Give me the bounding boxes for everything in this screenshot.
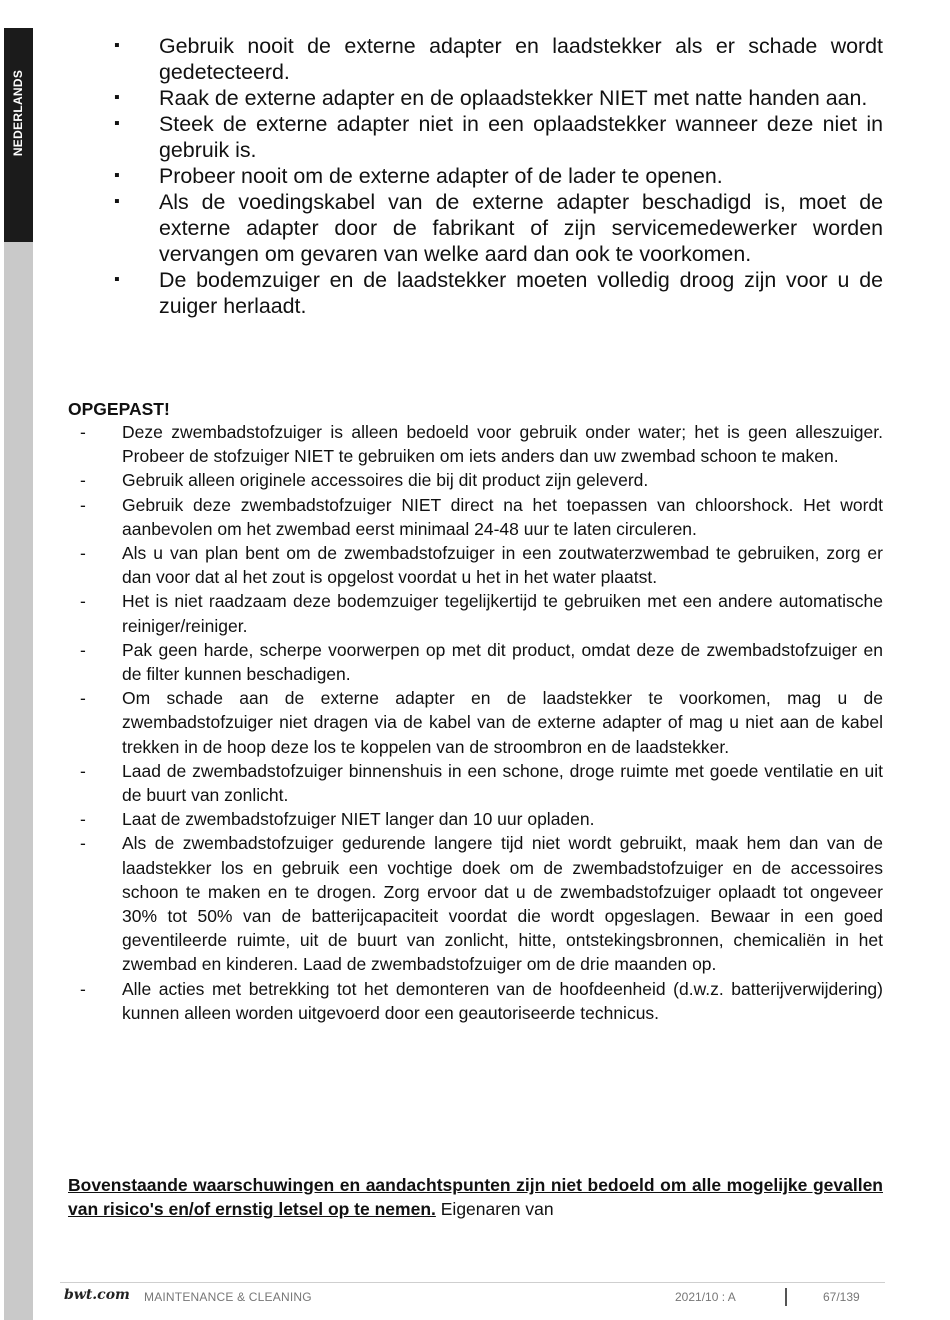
dash-marker: -: [80, 978, 86, 999]
bullet-marker: ▪: [114, 89, 120, 106]
warning-text: Het is niet raadzaam deze bodemzuiger tegelijkertijd te gebruiken met een andere automatische reiniger/reiniger.: [122, 591, 883, 636]
dash-marker: -: [80, 809, 86, 830]
closing-rest: Eigenaren van: [435, 1199, 554, 1220]
safety-bullet-list: [110, 33, 883, 319]
bullet-item: [110, 85, 883, 111]
bullet-text: De bodemzuiger en de laadstekker moeten volledig droog zijn voor u de zuiger herlaadt.: [159, 268, 883, 318]
brand-logo: bwt.com: [64, 1287, 130, 1303]
warning-text: Deze zwembadstofzuiger is alleen bedoeld voor gebruik onder water; het is geen alleszuiger. Probeer de stofzuiger NIET te gebruiken om iets anders dan uw zwembad schoon te maken.: [122, 422, 883, 467]
warning-item: [68, 541, 883, 589]
footer-separator: [785, 1288, 787, 1306]
dash-marker: -: [80, 639, 86, 660]
warning-item: [68, 686, 883, 759]
warning-item: [68, 831, 883, 976]
dash-marker: -: [80, 470, 86, 491]
dash-marker: -: [80, 543, 86, 564]
bullet-item: [110, 267, 883, 319]
bullet-text: Als de voedingskabel van de externe adapter beschadigd is, moet de externe adapter door de fabrikant of zijn servicemedewerker worden vervangen om gevaren van welke aard dan ook te voorkomen.: [159, 190, 883, 266]
bullet-marker: ▪: [114, 271, 120, 288]
warning-item: [68, 759, 883, 807]
dash-marker: -: [80, 760, 86, 781]
dash-marker: -: [80, 833, 86, 854]
bullet-text: Probeer nooit om de externe adapter of de lader te openen.: [159, 164, 723, 188]
warning-text: Laad de zwembadstofzuiger binnenshuis in een schone, droge ruimte met goede ventilatie en uit de buurt van zonlicht.: [122, 760, 883, 806]
footer-revision: 2021/10 : A: [675, 1290, 736, 1304]
bullet-item: [110, 163, 883, 189]
closing-paragraph: [68, 1173, 883, 1221]
warning-item: [68, 589, 883, 637]
language-tab-label-wrap: [4, 28, 33, 198]
warning-text: Laat de zwembadstofzuiger NIET langer dan 10 uur opladen.: [122, 809, 595, 830]
warning-item: [68, 807, 883, 831]
warning-text: Alle acties met betrekking tot het demonteren van de hoofdeenheid (d.w.z. batterijverwijdering) kunnen alleen worden uitgevoerd door een geautoriseerde technicus.: [122, 978, 883, 1023]
dash-marker: -: [80, 591, 86, 612]
footer-section-title: MAINTENANCE & CLEANING: [144, 1290, 312, 1304]
page-footer: [60, 1288, 885, 1308]
warning-text: Om schade aan de externe adapter en de laadstekker te voorkomen, mag u de zwembadstofzuiger niet dragen via de kabel van de externe adapter of mag u niet aan de kabel trekken in de hoop deze los te koppelen van de stroombron en de laadstekker.: [122, 688, 883, 757]
dash-marker: -: [80, 688, 86, 709]
bullet-marker: ▪: [114, 193, 120, 210]
bullet-marker: ▪: [114, 37, 120, 54]
warning-item: [68, 468, 883, 492]
page-number: 67/139: [823, 1290, 860, 1304]
bullet-text: Raak de externe adapter en de oplaadstekker NIET met natte handen aan.: [159, 86, 868, 110]
closing-underlined: Bovenstaande waarschuwingen en aandachtspunten zijn niet bedoeld om alle mogelijke gevallen van risico's en/of ernstig letsel op te nemen.: [68, 1175, 883, 1220]
warning-text: Pak geen harde, scherpe voorwerpen op met dit product, omdat deze de zwembadstofzuiger en de filter kunnen beschadigen.: [122, 639, 883, 685]
warning-item: [68, 638, 883, 686]
bullet-marker: ▪: [114, 115, 120, 132]
bullet-marker: ▪: [114, 167, 120, 184]
warning-item: [68, 493, 883, 541]
warning-text: Gebruik deze zwembadstofzuiger NIET direct na het toepassen van chloorshock. Het wordt aanbevolen om het zwembad eerst minimaal 24-48 uur te laten circuleren.: [122, 494, 883, 539]
warning-heading: OPGEPAST!: [68, 399, 170, 419]
warning-text: Gebruik alleen originele accessoires die bij dit product zijn geleverd.: [122, 470, 649, 491]
dash-marker: -: [80, 494, 86, 515]
footer-divider: [60, 1282, 885, 1283]
warning-list: [68, 420, 883, 1025]
bullet-text: Steek de externe adapter niet in een oplaadstekker wanneer deze niet in gebruik is.: [159, 112, 883, 162]
language-tab-label: NEDERLANDS: [11, 69, 26, 157]
bullet-item: [110, 189, 883, 267]
warning-text: Als u van plan bent om de zwembadstofzuiger in een zoutwaterzwembad te gebruiken, zorg er dan voor dat al het zout is opgelost voordat u het in het water plaatst.: [122, 543, 883, 588]
warning-item: [68, 977, 883, 1025]
warning-text: Als de zwembadstofzuiger gedurende langere tijd niet wordt gebruikt, maak hem dan van de laadstekker los en gebruik een vochtige doek om de zwembadstofzuiger en de accessoires schoon te maken en te drogen. Zorg ervoor dat u de zwembadstofzuiger oplaadt tot ongeveer 30% tot 50% van de batterijcapaciteit voordat die wordt opgeslagen. Bewaar in een goed geventileerde ruimte, uit de buurt van zonlicht, hitte, ontstekingsbronnen, chemicaliën in het zwembad en kinderen. Laad de zwembadstofzuiger om de drie maanden op.: [122, 833, 883, 975]
bullet-text: Gebruik nooit de externe adapter en laadstekker als er schade wordt gedetecteerd.: [159, 34, 883, 84]
warning-item: [68, 420, 883, 468]
dash-marker: -: [80, 422, 86, 442]
bullet-item: [110, 33, 883, 85]
bullet-item: [110, 111, 883, 163]
